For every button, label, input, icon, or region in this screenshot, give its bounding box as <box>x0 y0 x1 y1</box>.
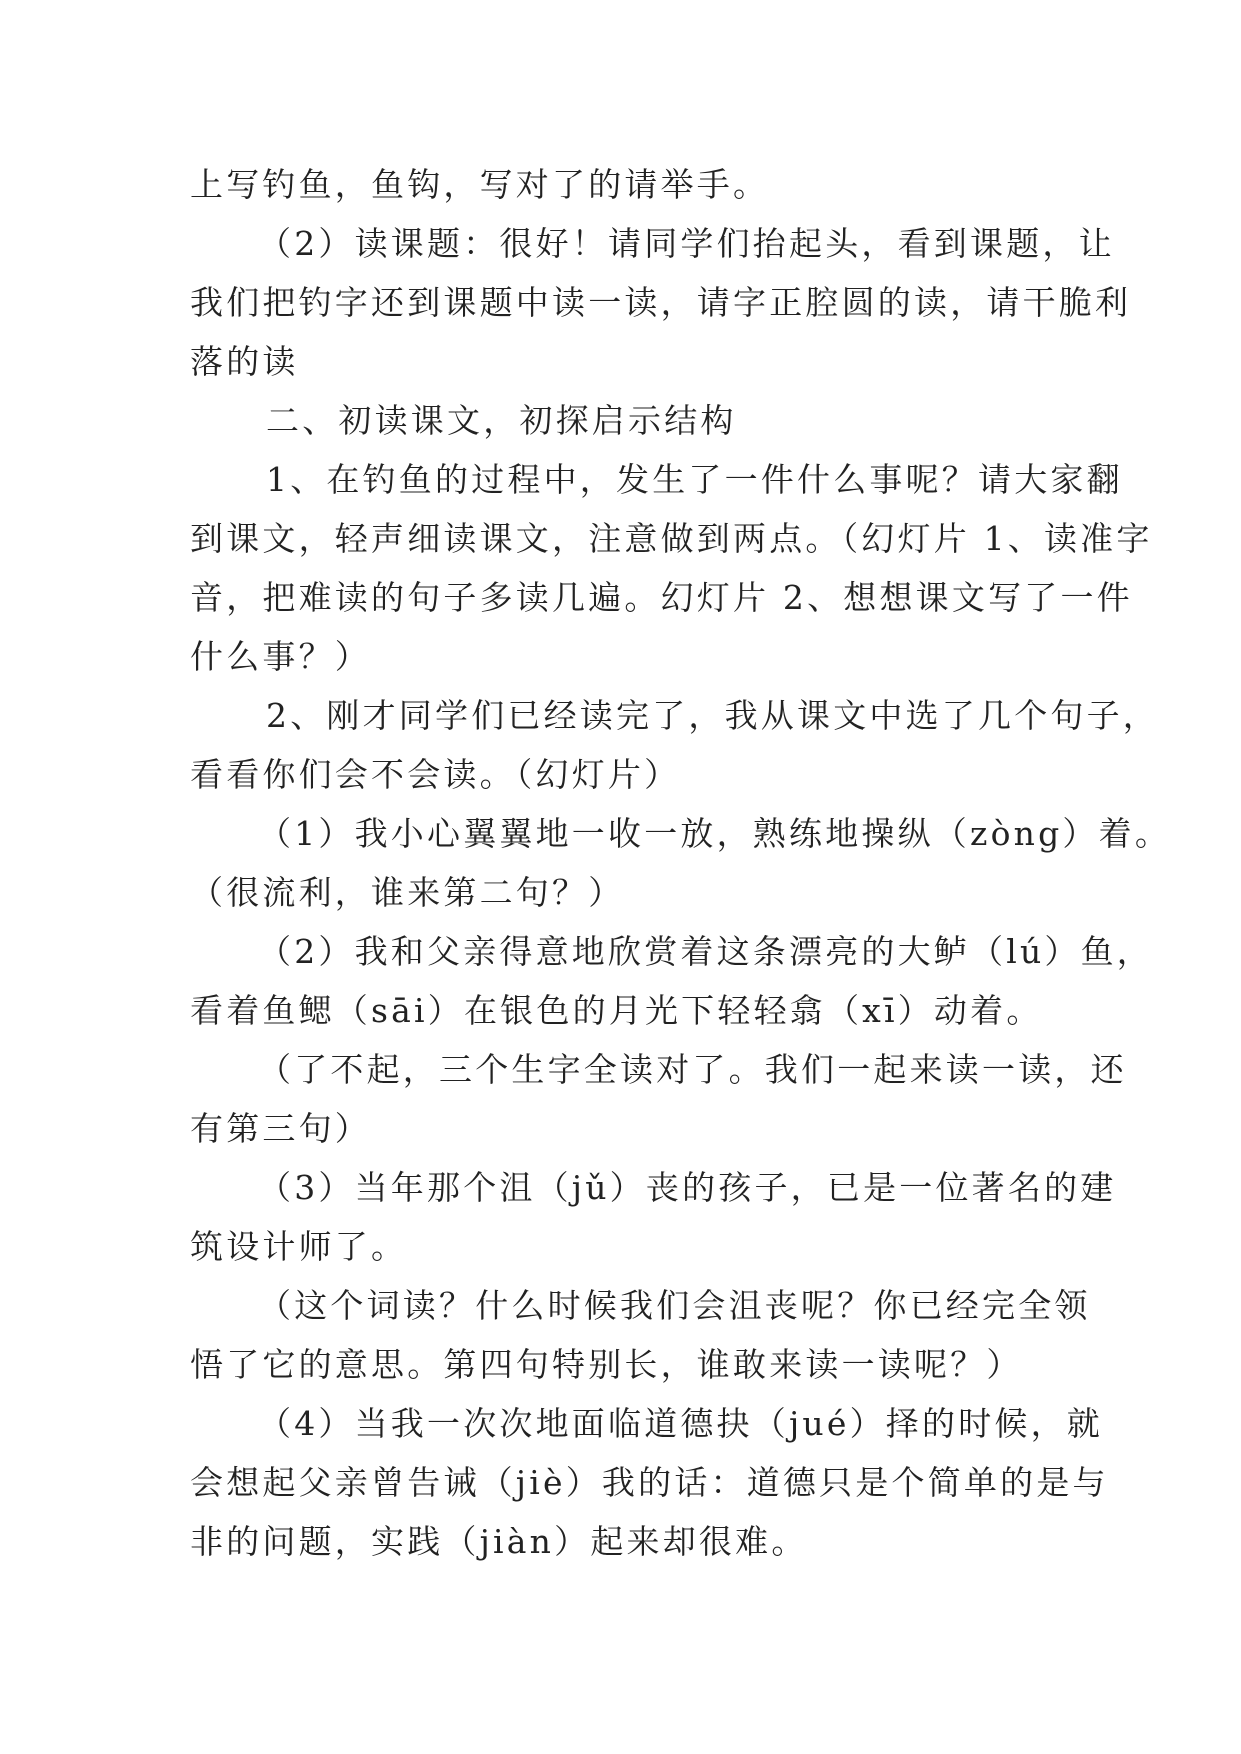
text-line: 筑设计师了。 <box>190 1227 408 1266</box>
text-line: （1）我小心翼翼地一收一放，熟练地操纵（zòng）着。 <box>258 814 1172 853</box>
text-line: 落的读 <box>190 342 299 381</box>
text-line: 2、刚才同学们已经读完了，我从课文中选了几个句子， <box>266 696 1159 735</box>
text-line: 什么事？） <box>190 637 371 676</box>
text-line: （3）当年那个沮（jǔ）丧的孩子，已是一位著名的建 <box>258 1168 1117 1207</box>
text-line: 悟了它的意思。第四句特别长，谁敢来读一读呢？） <box>190 1345 1023 1384</box>
text-line: （2）我和父亲得意地欣赏着这条漂亮的大鲈（lú）鱼， <box>258 932 1154 971</box>
text-line: 1、在钓鱼的过程中，发生了一件什么事呢？请大家翻 <box>266 460 1123 499</box>
text-line: 上写钓鱼，鱼钩，写对了的请举手。 <box>190 165 770 204</box>
text-line: 看着鱼鳃（sāi）在银色的月光下轻轻翕（xī）动着。 <box>190 991 1043 1030</box>
text-line: 音，把难读的句子多读几遍。幻灯片 2、想想课文写了一件 <box>190 578 1133 617</box>
text-line: （2）读课题：很好！请同学们抬起头，看到课题，让 <box>258 224 1115 263</box>
text-line: 看看你们会不会读。（幻灯片） <box>190 755 681 794</box>
text-line: （4）当我一次次地面临道德抉（jué）择的时候，就 <box>258 1404 1104 1443</box>
section-heading: 二、初读课文，初探启示结构 <box>266 401 737 440</box>
text-line: 有第三句） <box>190 1109 371 1148</box>
text-line: 非的问题，实践（jiàn）起来却很难。 <box>190 1522 808 1561</box>
text-line: （了不起，三个生字全读对了。我们一起来读一读，还 <box>258 1050 1127 1089</box>
text-line: 会想起父亲曾告诫（jiè）我的话：道德只是个简单的是与 <box>190 1463 1109 1502</box>
text-line: （很流利，谁来第二句？） <box>190 873 625 912</box>
text-line: （这个词读？什么时候我们会沮丧呢？你已经完全领 <box>258 1286 1091 1325</box>
text-line: 我们把钓字还到课题中读一读，请字正腔圆的读，请干脆利 <box>190 283 1132 322</box>
text-line: 到课文，轻声细读课文，注意做到两点。（幻灯片 1、读准字 <box>190 519 1153 558</box>
